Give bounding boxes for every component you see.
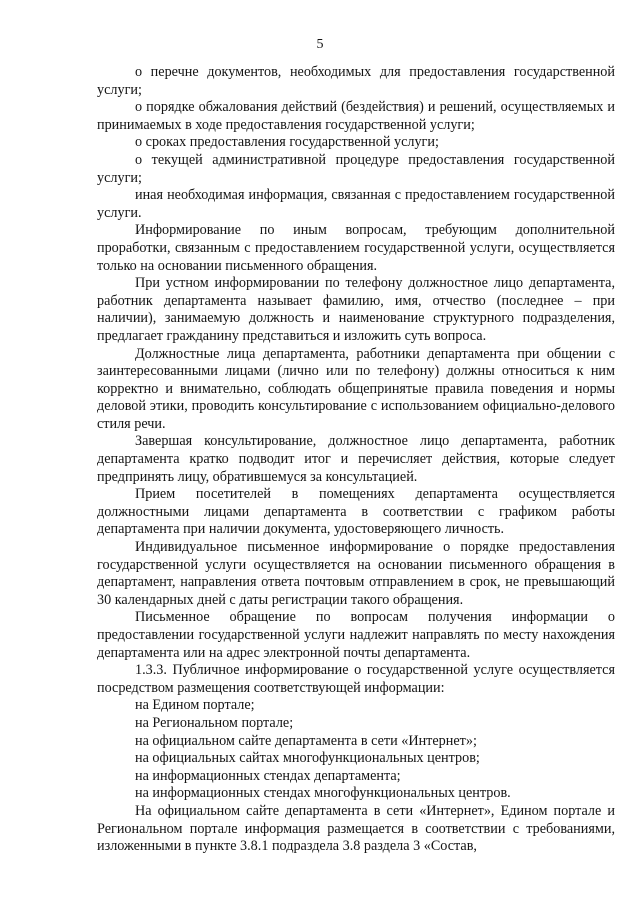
list-item-mfc-websites: на официальных сайтах многофункциональных центров;	[135, 750, 480, 767]
list-item-regional-portal: на Региональном портале;	[135, 714, 294, 731]
paragraph-website-requirements: На официальном сайте департамента в сети «Интернет», Едином портале и Региональном портале информация размещается в соответствии с требованиями, изложенными в пункте 3.8.1 подраздела 3.8 раздела 3 «Состав,	[97, 802, 615, 855]
page-number: 5	[316, 37, 324, 52]
paragraph-consultation-end: Завершая консультирование, должностное лицо департамента, работник департамента кратко подводит итог и перечисляет действия, которые следует предпринять лицу, обратившемуся за консультацией.	[97, 433, 615, 485]
paragraph-other-questions: Информирование по иным вопросам, требующим дополнительной проработки, связанным с предоставлением государственной услуги, осуществляется только на основании письменного обращения.	[97, 222, 615, 274]
paragraph-other-information: иная необходимая информация, связанная с предоставлением государственной услуги.	[97, 187, 615, 221]
paragraph-documents-list: о перечне документов, необходимых для предоставления государственной услуги;	[97, 64, 615, 98]
paragraph-appeal-procedure: о порядке обжалования действий (бездействия) и решений, осуществляемых и принимаемых в ходе предоставления государственной услуги;	[97, 99, 615, 133]
paragraph-phone-informing: При устном информировании по телефону должностное лицо департамента, работник департамента называет фамилию, имя, отчество (последнее – при наличии), занимаемую должность и наименование структурного подразделения, предлагает гражданину представиться и изложить суть вопроса.	[97, 275, 615, 344]
paragraph-written-appeal: Письменное обращение по вопросам получения информации о предоставлении государственной услуги надлежит направлять по месту нахождения департамента или на адрес электронной почты департамента.	[97, 609, 615, 661]
paragraph-officials-conduct: Должностные лица департамента, работники департамента при общении с заинтересованными лицами (лично или по телефону) должны относиться к ним корректно и внимательно, соблюдать общепринятые правила поведения и нормы деловой этики, проводить консультирование с использованием официально-делового стиля речи.	[97, 345, 615, 432]
paragraph-current-procedure: о текущей административной процедуре предоставления государственной услуги;	[97, 151, 615, 186]
paragraph-written-informing: Индивидуальное письменное информирование о порядке предоставления государственной услуги осуществляется на основании письменного обращения в департамент, направления ответа почтовым отправлением в срок, не превышающий 30 календарных дней с даты регистрации такого обращения.	[97, 539, 615, 608]
list-item-department-website: на официальном сайте департамента в сети «Интернет»;	[135, 732, 477, 749]
paragraph-service-terms: о сроках предоставления государственной услуги;	[135, 134, 439, 151]
paragraph-public-informing: 1.3.3. Публичное информирование о государственной услуге осуществляется посредством размещения соответствующей информации:	[97, 662, 615, 696]
list-item-department-stands: на информационных стендах департамента;	[135, 767, 401, 784]
list-item-unified-portal: на Едином портале;	[135, 697, 255, 714]
list-item-mfc-stands: на информационных стендах многофункциональных центров.	[135, 785, 511, 802]
document-body	[97, 64, 615, 856]
paragraph-visitor-reception: Прием посетителей в помещениях департамента осуществляется должностными лицами департамента в соответствии с графиком работы департамента при наличии документа, удостоверяющего личность.	[97, 486, 615, 538]
